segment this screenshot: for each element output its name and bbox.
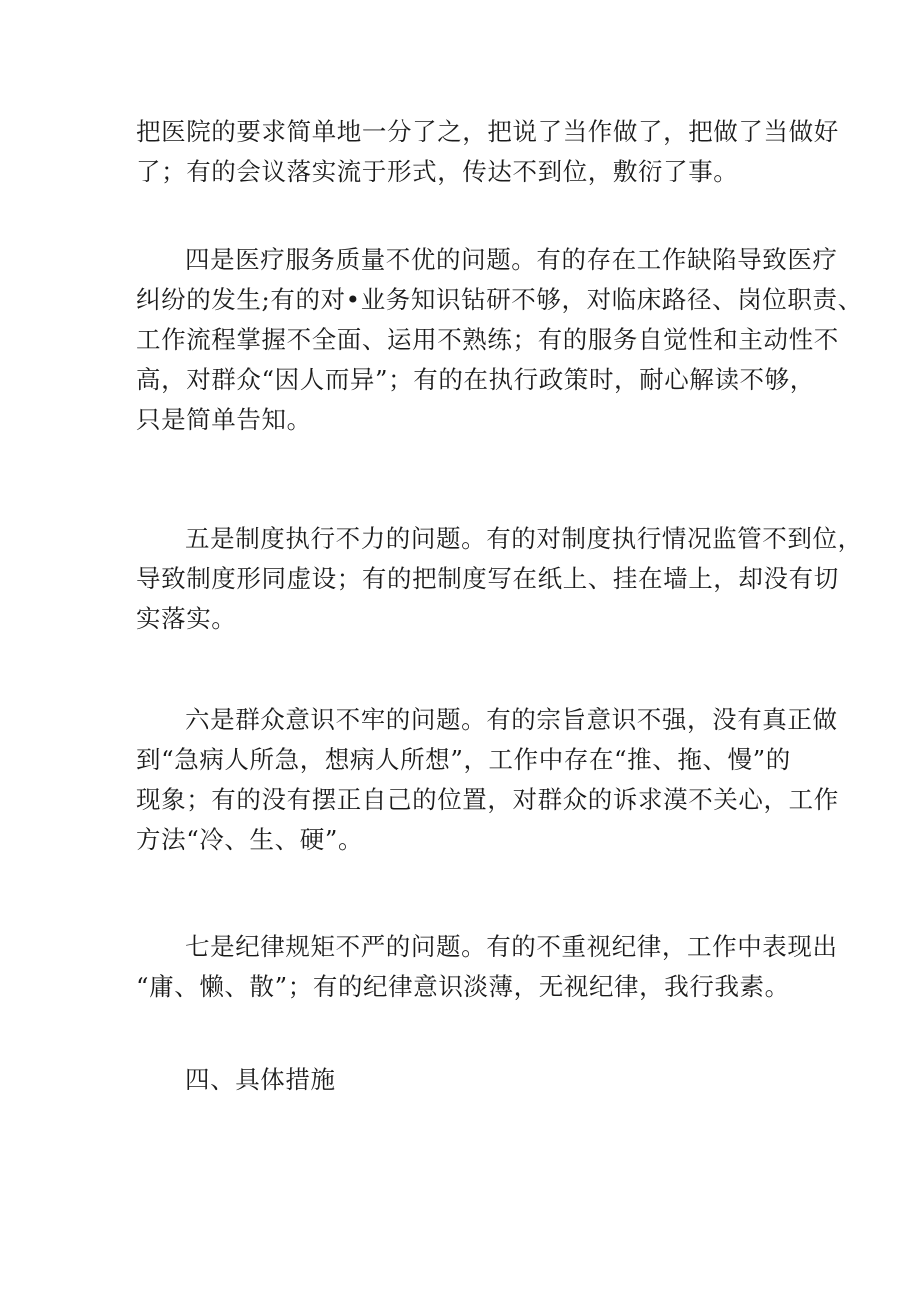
text-line: 把医院的要求简单地一分了之，把说了当作做了，把做了当做好: [136, 117, 839, 146]
paragraph-discipline: [136, 927, 838, 1007]
paragraph-system-execution: [136, 519, 863, 639]
paragraph-service-quality: [136, 240, 863, 440]
text-line: 四是医疗服务质量不优的问题。有的存在工作缺陷导致医疗: [185, 245, 838, 274]
text-line: “庸、懒、散”；有的纪律意识淡薄，无视纪律，我行我素。: [136, 972, 790, 1001]
text-line: 实落实。: [136, 604, 237, 633]
text-line: 纠纷的发生;有的对•业务知识钻研不够，对临床路径、岗位职责、: [136, 285, 863, 314]
text-line: 现象；有的没有摆正自己的位置，对群众的诉求漠不关心，工作: [136, 785, 839, 814]
text-line: 方法“冷、生、硬”。: [136, 825, 364, 854]
text-line: 到“急病人所急，想病人所想”，工作中存在“推、拖、慢”的: [136, 745, 791, 774]
text-line: 五是制度执行不力的问题。有的对制度执行情况监管不到位，: [185, 524, 863, 553]
text-line: 六是群众意识不牢的问题。有的宗旨意识不强，没有真正做: [185, 705, 838, 734]
text-line: 了；有的会议落实流于形式，传达不到位，敷衍了事。: [136, 157, 739, 186]
text-line: 高，对群众“因人而异”；有的在执行政策时，耐心解读不够，: [136, 365, 815, 394]
text-line: 工作流程掌握不全面、运用不熟练；有的服务自觉性和主动性不: [136, 325, 839, 354]
paragraph-continuation: [136, 112, 839, 192]
paragraph-public-awareness: [136, 700, 839, 860]
section-heading: [136, 1060, 796, 1100]
heading-text: 四、具体措施: [185, 1065, 336, 1094]
text-line: 七是纪律规矩不严的问题。有的不重视纪律，工作中表现出: [185, 932, 838, 961]
text-line: 只是简单告知。: [136, 405, 312, 434]
text-line: 导致制度形同虚设；有的把制度写在纸上、挂在墙上，却没有切: [136, 564, 839, 593]
